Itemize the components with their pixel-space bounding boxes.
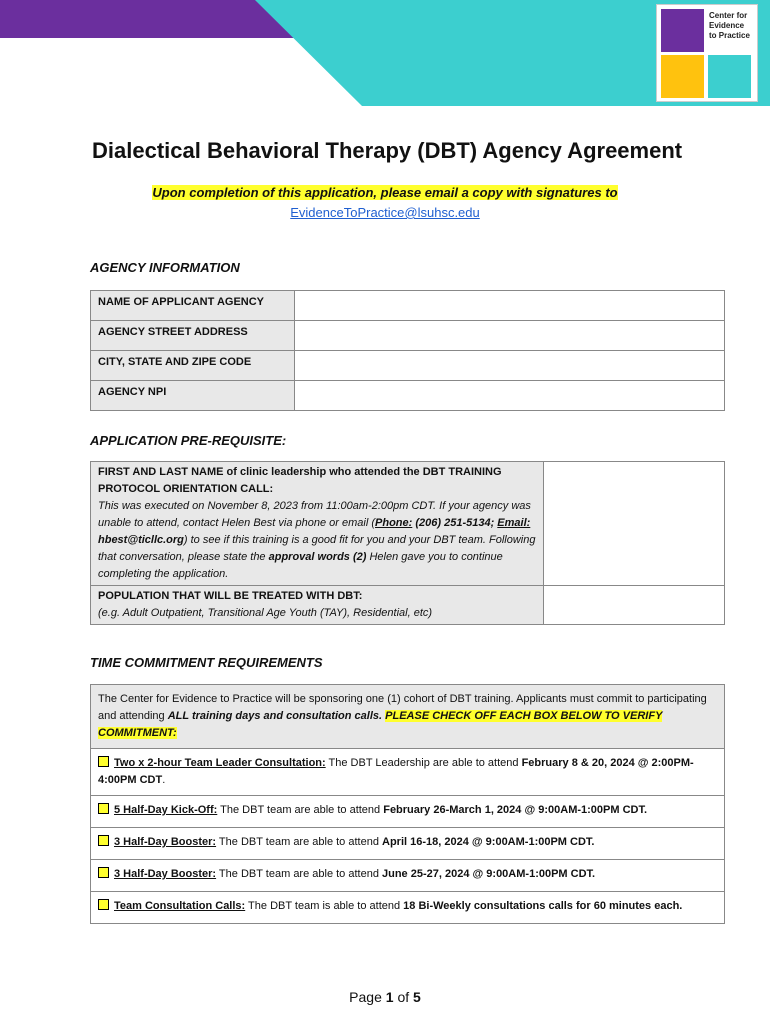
prereq-heading: APPLICATION PRE-REQUISITE: — [90, 433, 287, 448]
submission-note — [0, 183, 770, 223]
commitment-item — [91, 749, 725, 796]
table-row — [91, 381, 725, 411]
leadership-question-text: This was executed on November 8, 2023 from 11:00am-2:00pm CDT. If your agency was unable to attend, contact Helen Best via phone or email ( — [98, 500, 531, 529]
checkbox[interactable] — [98, 803, 109, 814]
commitment-date: April 16-18, 2024 @ 9:00AM-1:00PM CDT. — [382, 836, 595, 848]
agency-name-label: NAME OF APPLICANT AGENCY — [91, 291, 295, 321]
commitment-label: 5 Half-Day Kick-Off: — [114, 804, 218, 816]
table-row — [91, 828, 725, 860]
note-text: Upon completion of this application, please email a copy with signatures to — [152, 185, 618, 200]
leadership-question-text-3: Helen gave you to continue completing the application. — [98, 551, 503, 580]
header-banner — [0, 0, 770, 108]
agency-npi-label: AGENCY NPI — [91, 381, 295, 411]
agency-name-field[interactable] — [295, 291, 725, 321]
page-total: 5 — [413, 989, 421, 1005]
time-table — [90, 684, 725, 924]
commitment-date: 18 Bi-Weekly consultations calls for 60 minutes each. — [403, 900, 683, 912]
commitment-text: The DBT Leadership are able to attend — [325, 757, 522, 769]
commitment-date: February 8 & 20, 2024 @ 2:00PM-4:00PM CDT — [98, 757, 694, 786]
population-question-title: POPULATION THAT WILL BE TREATED WITH DBT: — [98, 590, 363, 602]
page-footer — [0, 989, 770, 1005]
checkbox[interactable] — [98, 899, 109, 910]
population-question — [91, 586, 544, 625]
commitment-label: 3 Half-Day Booster: — [114, 868, 217, 880]
prereq-table — [90, 461, 725, 625]
phone-label: Phone: — [375, 517, 413, 529]
leadership-answer-field[interactable] — [544, 462, 725, 586]
leadership-question-text-2: ) to see if this training is a good fit for you and your DBT team. Following that conversation, please state the — [98, 534, 536, 563]
commitment-text: The DBT team are able to attend — [216, 836, 382, 848]
leadership-question-title: FIRST AND LAST NAME of clinic leadership who attended the DBT TRAINING PROTOCOL ORIENTATION CALL: — [98, 466, 502, 495]
commitment-date: February 26-March 1, 2024 @ 9:00AM-1:00PM CDT. — [383, 804, 648, 816]
center-logo — [656, 4, 758, 102]
of-word: of — [397, 989, 410, 1005]
time-intro — [91, 685, 725, 749]
time-intro-instruction: PLEASE CHECK OFF EACH BOX BELOW TO VERIFY COMMITMENT: — [98, 710, 663, 739]
table-row — [91, 860, 725, 892]
agency-city-label: CITY, STATE AND ZIPE CODE — [91, 351, 295, 381]
page-title: Dialectical Behavioral Therapy (DBT) Agency Agreement — [92, 138, 683, 163]
time-intro-text: The Center for Evidence to Practice will be sponsoring one (1) cohort of DBT training. Applicants must commit to participating and attending — [98, 693, 707, 722]
agency-npi-field[interactable] — [295, 381, 725, 411]
approval-words: approval words (2) — [268, 551, 367, 563]
table-row — [91, 462, 725, 586]
population-question-text: (e.g. Adult Outpatient, Transitional Age Youth (TAY), Residential, etc) — [98, 607, 433, 619]
logo-square-yellow — [661, 55, 704, 98]
commitment-text: The DBT team is able to attend — [245, 900, 404, 912]
time-intro-emphasis: ALL training days and consultation calls. — [167, 710, 383, 722]
page-number: 1 — [385, 989, 394, 1005]
table-row — [91, 321, 725, 351]
logo-text: Center for Evidence to Practice — [709, 11, 750, 40]
agency-heading: AGENCY INFORMATION — [90, 260, 240, 275]
commitment-text: The DBT team are able to attend — [216, 868, 382, 880]
table-row — [91, 892, 725, 924]
table-row — [91, 685, 725, 749]
commitment-label: Two x 2-hour Team Leader Consultation: — [114, 757, 326, 769]
email-link[interactable]: EvidenceToPractice@lsuhsc.edu — [290, 205, 480, 220]
commitment-end: . — [162, 774, 166, 786]
commitment-item — [91, 828, 725, 860]
phone-number: (206) 251-5134; — [412, 517, 498, 529]
table-row — [91, 291, 725, 321]
contact-email: hbest@ticllc.org — [98, 534, 184, 546]
agency-table — [90, 290, 725, 411]
checkbox[interactable] — [98, 835, 109, 846]
population-answer-field[interactable] — [544, 586, 725, 625]
commitment-label: Team Consultation Calls: — [114, 900, 246, 912]
table-row — [91, 749, 725, 796]
checkbox[interactable] — [98, 867, 109, 878]
commitment-item — [91, 796, 725, 828]
page-word: Page — [349, 989, 382, 1005]
logo-square-teal — [708, 55, 751, 98]
commitment-item — [91, 892, 725, 924]
agency-address-field[interactable] — [295, 321, 725, 351]
table-row — [91, 796, 725, 828]
commitment-label: 3 Half-Day Booster: — [114, 836, 217, 848]
email-label: Email: — [497, 517, 531, 529]
logo-square-purple — [661, 9, 704, 52]
agency-address-label: AGENCY STREET ADDRESS — [91, 321, 295, 351]
commitment-text: The DBT team are able to attend — [217, 804, 384, 816]
time-heading: TIME COMMITMENT REQUIREMENTS — [90, 655, 323, 670]
commitment-date: June 25-27, 2024 @ 9:00AM-1:00PM CDT. — [382, 868, 596, 880]
agency-city-field[interactable] — [295, 351, 725, 381]
table-row — [91, 586, 725, 625]
commitment-item — [91, 860, 725, 892]
checkbox[interactable] — [98, 756, 109, 767]
table-row — [91, 351, 725, 381]
leadership-question — [91, 462, 544, 586]
